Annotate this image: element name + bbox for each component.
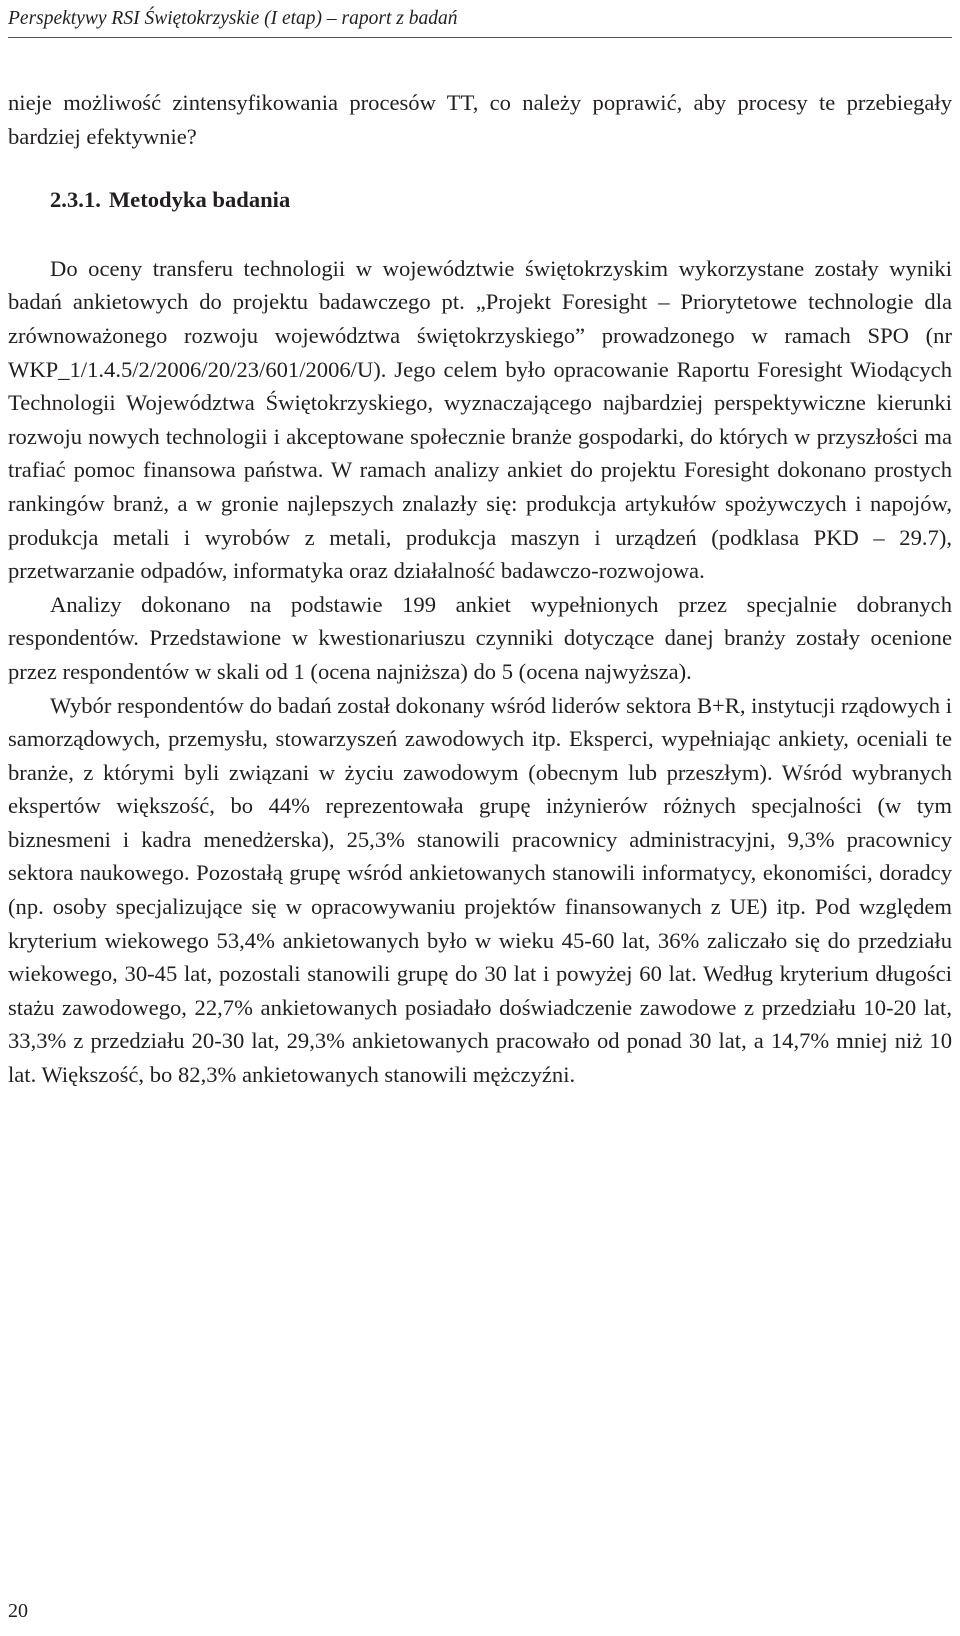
section-heading: [50, 183, 952, 217]
paragraph-analysis: Analizy dokonano na podstawie 199 ankiet wypełnionych przez specjalnie dobranych respondentów. Przedstawione w kwestionariuszu czynniki dotyczące danej branży zostały ocenione przez respondentów w skali od 1 (ocena najniższa) do 5 (ocena najwyższa).: [8, 591, 952, 684]
paragraph-methodology: Do oceny transferu technologii w województwie świętokrzyskim wykorzystane zostały wyniki badań ankietowych do projektu badawczego pt. „Projekt Foresight – Priorytetowe technologie dla zrównoważonego rozwoju województwa świętokrzyskiego” prowadzonego w ramach SPO (nr WKP_1/1.4.5/2/2006/20/23/601/2006/U). Jego celem było opracowanie Raportu Foresight Wiodących Technologii Województwa Świętokrzyskiego, wyznaczającego najbardziej perspektywiczne kierunki rozwoju nowych technologii i akceptowane społecznie branże gospodarki, do których w przyszłości ma trafiać pomoc finansowa państwa. W ramach analizy ankiet do projektu Foresight dokonano prostych rankingów branż, a w gronie najlepszych znalazły się: produkcja artykułów spożywczych i napojów, produkcja metali i wyrobów z metali, produkcja maszyn i urządzeń (podklasa PKD – 29.7), przetwarzanie odpadów, informatyka oraz działalność badawczo-rozwojowa.: [8, 255, 952, 584]
continuation-paragraph: nieje możliwość zintensyfikowania procesów TT, co należy poprawić, aby procesy te przebiegały bardziej efektywnie?: [8, 90, 952, 149]
section-number: 2.3.1.: [50, 187, 101, 213]
running-header: Perspektywy RSI Świętokrzyskie (I etap) – raport z badań: [8, 8, 458, 29]
paragraph-respondents: Wybór respondentów do badań został dokonany wśród liderów sektora B+R, instytucji rządowych i samorządowych, przemysłu, stowarzyszeń zawodowych itp. Eksperci, wypełniając ankiety, oceniali te branże, z którymi byli związani w życiu zawodowym (obecnym lub przeszłym). Wśród wybranych ekspertów większość, bo 44% reprezentowała grupę inżynierów różnych specjalności (w tym biznesmeni i kadra menedżerska), 25,3% stanowili pracownicy administracyjni, 9,3% pracownicy sektora naukowego. Pozostałą grupę wśród ankietowanych stanowili informatycy, ekonomiści, doradcy (np. osoby specjalizujące się w opracowywaniu projektów finansowanych z UE) itp. Pod względem kryterium wiekowego 53,4% ankietowanych było w wieku 45-60 lat, 36% zaliczało się do przedziału wiekowego, 30-45 lat, pozostali stanowili grupę do 30 lat i powyżej 60 lat. Według kryterium długości stażu zawodowego, 22,7% ankietowanych posiadało doświadczenie zawodowe z przedziału 10-20 lat, 33,3% z przedziału 20-30 lat, 29,3% ankietowanych pracowało od ponad 30 lat, a 14,7% mniej niż 10 lat. Większość, bo 82,3% ankietowanych stanowili mężczyźni.: [8, 692, 952, 1088]
page-number: 20: [8, 1600, 28, 1622]
header-divider: [8, 37, 952, 38]
section-title: Metodyka badania: [108, 187, 291, 213]
page-body: [8, 86, 952, 1092]
